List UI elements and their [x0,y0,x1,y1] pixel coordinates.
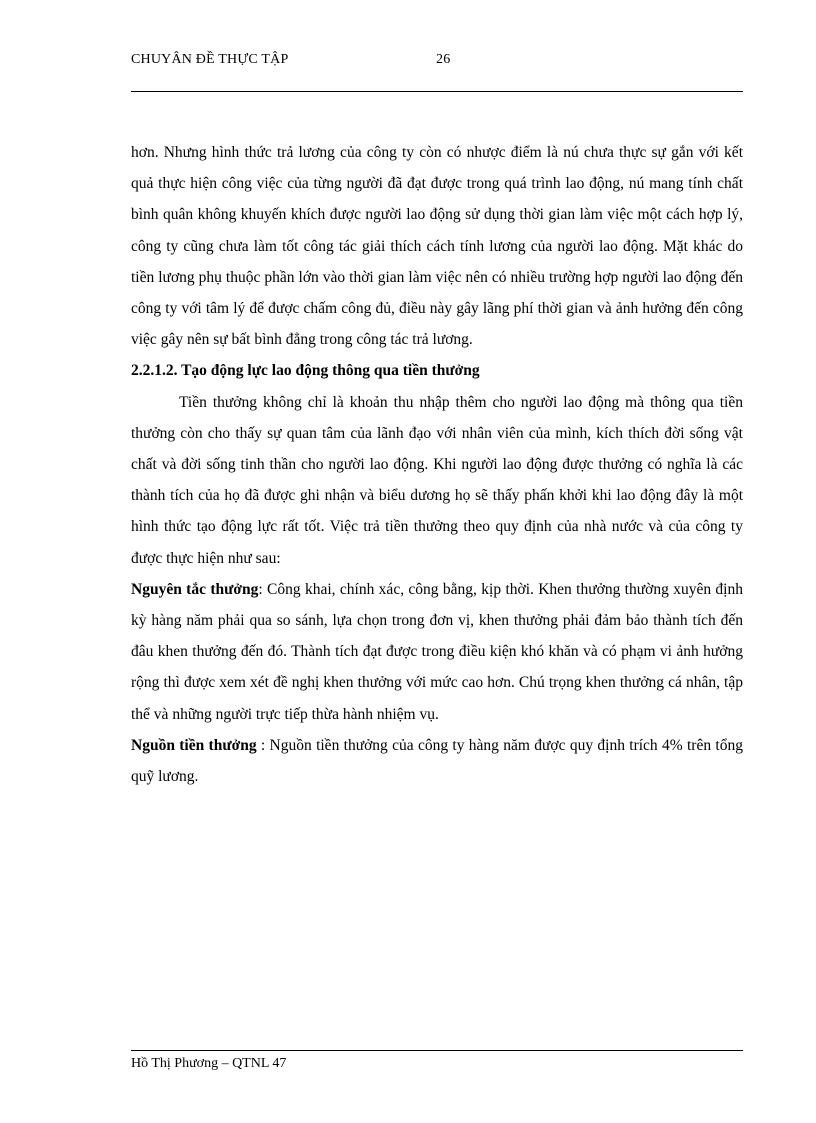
page-footer: Hồ Thị Phương – QTNL 47 [131,1056,287,1071]
section-heading: 2.2.1.2. Tạo động lực lao động thông qua tiền thưởng [131,362,480,380]
page-header [131,52,743,72]
header-page-number: 26 [436,52,451,67]
principle-label: Nguyên tắc thưởng [131,580,259,598]
header-rule [131,91,743,92]
document-body [131,137,743,792]
principle-paragraph [131,574,743,730]
source-label: Nguồn tiền thưởng [131,736,257,754]
source-text: : Nguồn tiền thưởng của công ty hàng năm được quy định trích 4% trên tổng quỹ lương. [131,736,743,786]
principle-text: : Công khai, chính xác, công bằng, kịp thời. Khen thưởng thường xuyên định kỳ hàng năm phải qua so sánh, lựa chọn trong đơn vị, khen thưởng phải đảm bảo thành tích đến đâu khen thưởng đến đó. Thành tích đạt được trong điều kiện khó khăn và có phạm vi ảnh hưởng rộng thì được xem xét đề nghị khen thưởng với mức cao hơn. Chú trọng khen thưởng cá nhân, tập thể và những người trực tiếp thừa hành nhiệm vụ. [131,580,743,723]
paragraph-2: Tiền thưởng không chỉ là khoản thu nhập thêm cho người lao động mà thông qua tiền thưởng còn cho thấy sự quan tâm của lãnh đạo với nhân viên của mình, kích thích đời sống vật chất và đời sống tinh thần cho người lao động. Khi người lao động được thưởng có nghĩa là các thành tích của họ đã được ghi nhận và biểu dương họ sẽ thấy phấn khởi khi lao động đây là một hình thức tạo động lực rất tốt. Việc trả tiền thưởng theo quy định của nhà nước và của công ty được thực hiện như sau: [131,393,743,567]
source-paragraph [131,730,743,792]
header-title: CHUYÂN ĐỀ THỰC TẬP [131,52,289,67]
footer-rule [131,1050,743,1051]
paragraph-1: hơn. Nhưng hình thức trả lương của công ty còn có nhược điểm là nú chưa thực sự gắn với kết quả thực hiện công việc của từng người đã đạt được trong quá trình lao động, nú mang tính chất bình quân không khuyến khích được người lao động sử dụng thời gian làm việc một cách hợp lý, công ty cũng chưa làm tốt công tác giải thích cách tính lương của người lao động. Mặt khác do tiền lương phụ thuộc phần lớn vào thời gian làm việc nên có nhiều trường hợp người lao động đến công ty với tâm lý để được chấm công đủ, điều này gây lãng phí thời gian và ảnh hưởng đến công việc gây nên sự bất bình đẳng trong công tác trả lương. [131,144,743,349]
